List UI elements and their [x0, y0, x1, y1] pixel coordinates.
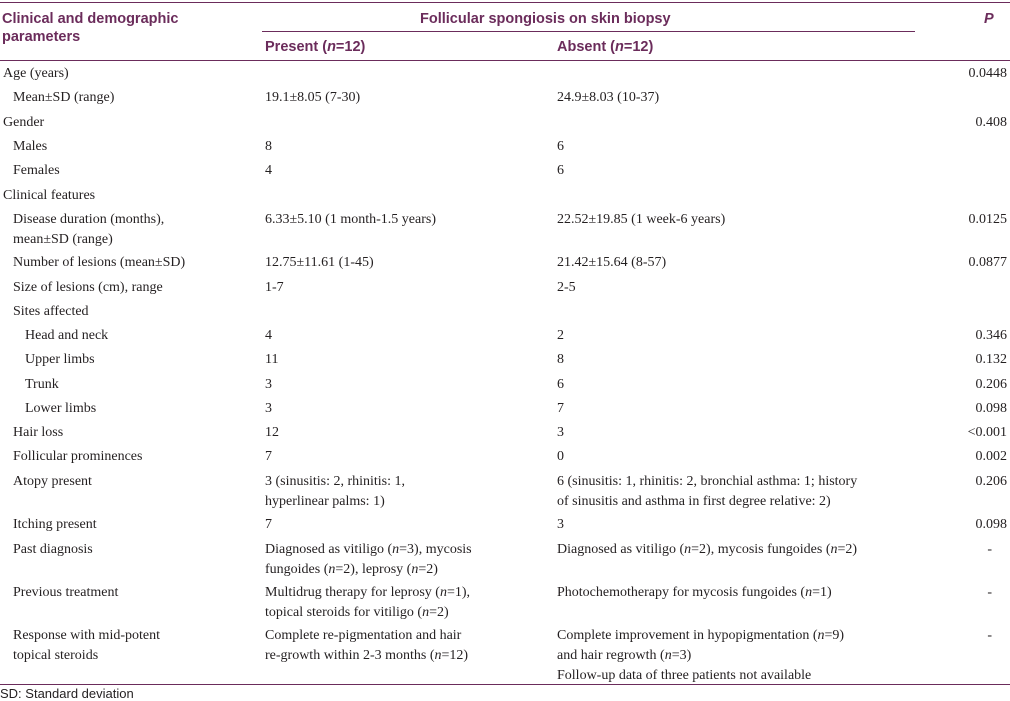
- cell-present: [265, 472, 545, 512]
- cell-present: [265, 626, 545, 666]
- n-symbol: n: [684, 542, 692, 557]
- n-symbol: n: [411, 562, 419, 577]
- cell-absent: [557, 253, 917, 273]
- cell-absent: [557, 515, 917, 535]
- n-symbol: n: [422, 605, 430, 620]
- cell-present-line: 4: [265, 328, 272, 343]
- n-symbol: n: [328, 562, 336, 577]
- cell-param: [13, 253, 263, 273]
- cell-absent-line: of sinusitis and asthma in first degree relative: 2): [557, 494, 831, 509]
- cell-absent-line: 0: [557, 449, 564, 464]
- cell-param-line: Age (years): [3, 66, 69, 81]
- cell-present: [265, 423, 545, 443]
- cell-param: [13, 515, 263, 535]
- cell-p-value: 0.132: [975, 352, 1007, 367]
- cell-present-line: Multidrug therapy for leprosy (n=1),: [265, 585, 471, 600]
- cell-present: [265, 326, 545, 346]
- cell-param: [3, 186, 253, 206]
- cell-param: [13, 210, 263, 250]
- cell-param-line: Mean±SD (range): [13, 90, 115, 105]
- cell-absent-line: Complete improvement in hypopigmentation (n=9): [557, 628, 845, 643]
- cell-absent-line: 3: [557, 517, 564, 532]
- cell-absent-line: 6: [557, 163, 564, 178]
- cell-p-value: 0.098: [975, 401, 1007, 416]
- cell-absent-line: Photochemotherapy for mycosis fungoides (n=1): [557, 585, 832, 600]
- cell-absent: [557, 161, 917, 181]
- cell-absent-line: 22.52±19.85 (1 week-6 years): [557, 212, 726, 227]
- bottom-rule: [0, 684, 1010, 685]
- header-parameters-line-1: Clinical and demographic: [2, 11, 179, 27]
- footnote: SD: Standard deviation: [0, 686, 134, 701]
- cell-present-line: Diagnosed as vitiligo (n=3), mycosis: [265, 542, 472, 557]
- cell-param-line: Gender: [3, 115, 45, 130]
- cell-absent: [557, 540, 917, 560]
- cell-param-line: Lower limbs: [25, 401, 97, 416]
- cell-present-line: 19.1±8.05 (7-30): [265, 90, 361, 105]
- cell-p-value: 0.346: [975, 328, 1007, 343]
- cell-absent-line: 7: [557, 401, 564, 416]
- cell-param-line: Females: [13, 163, 60, 178]
- cell-p-value: -: [987, 585, 992, 600]
- cell-param-line: Number of lesions (mean±SD): [13, 255, 186, 270]
- cell-present: [265, 447, 545, 467]
- cell-param: [13, 626, 263, 666]
- cell-absent-line: 6: [557, 377, 564, 392]
- header-p-value: [984, 10, 994, 28]
- header-present: Present (n=12): [265, 39, 366, 55]
- cell-param: [13, 423, 263, 443]
- cell-present-line: Complete re-pigmentation and hair: [265, 628, 462, 643]
- cell-present-line: fungoides (n=2), leprosy (n=2): [265, 562, 438, 577]
- cell-p-value: 0.098: [975, 517, 1007, 532]
- cell-present-line: 7: [265, 517, 272, 532]
- cell-param-line: Males: [13, 139, 48, 154]
- top-rule: [0, 2, 1010, 3]
- n-symbol: n: [439, 585, 447, 600]
- cell-param: [13, 583, 263, 603]
- cell-p-value: <0.001: [967, 425, 1007, 440]
- cell-param: [13, 161, 263, 181]
- cell-present-line: 3: [265, 401, 272, 416]
- cell-present: [265, 350, 545, 370]
- header-parameters-line-2: parameters: [2, 29, 81, 45]
- cell-present-line: 1-7: [265, 280, 284, 295]
- cell-p-value: -: [987, 542, 992, 557]
- cell-param-line: Head and neck: [25, 328, 109, 343]
- cell-absent-line: 2: [557, 328, 564, 343]
- cell-param: [25, 375, 275, 395]
- cell-absent-line: 6 (sinusitis: 1, rhinitis: 2, bronchial asthma: 1; history: [557, 474, 858, 489]
- cell-absent-line: Diagnosed as vitiligo (n=2), mycosis fungoides (n=2): [557, 542, 858, 557]
- n-symbol: n: [615, 39, 624, 55]
- cell-p-value: 0.206: [975, 377, 1007, 392]
- cell-param: [3, 113, 253, 133]
- cell-present-line: 12: [265, 425, 279, 440]
- cell-present-line: 4: [265, 163, 272, 178]
- n-symbol: n: [817, 628, 825, 643]
- header-parameters: [2, 10, 178, 46]
- cell-param-line: topical steroids: [13, 648, 99, 663]
- cell-absent: [557, 423, 917, 443]
- cell-absent-line: 24.9±8.03 (10-37): [557, 90, 660, 105]
- cell-param-line: Disease duration (months),: [13, 212, 165, 227]
- cell-absent: [557, 375, 917, 395]
- cell-present: [265, 210, 545, 230]
- cell-present: [265, 88, 545, 108]
- cell-param: [25, 350, 275, 370]
- cell-absent: [557, 626, 917, 686]
- cell-present: [265, 399, 545, 419]
- cell-absent: [557, 350, 917, 370]
- cell-param-line: Atopy present: [13, 474, 92, 489]
- cell-present-line: 8: [265, 139, 272, 154]
- cell-param: [13, 447, 263, 467]
- cell-present-line: 7: [265, 449, 272, 464]
- cell-param: [13, 88, 263, 108]
- cell-p-value: 0.0125: [968, 212, 1007, 227]
- cell-param: [25, 326, 275, 346]
- cell-param-line: Previous treatment: [13, 585, 119, 600]
- cell-absent: [557, 583, 917, 603]
- cell-param: [13, 137, 263, 157]
- cell-present-line: re-growth within 2-3 months (n=12): [265, 648, 469, 663]
- cell-param-line: Sites affected: [13, 304, 89, 319]
- n-symbol: n: [434, 648, 442, 663]
- n-symbol: n: [664, 648, 672, 663]
- cell-param: [3, 64, 253, 84]
- cell-absent: [557, 137, 917, 157]
- n-symbol: n: [830, 542, 838, 557]
- cell-present-line: 3: [265, 377, 272, 392]
- cell-present: [265, 278, 545, 298]
- cell-present-line: 12.75±11.61 (1-45): [265, 255, 374, 270]
- cell-present: [265, 161, 545, 181]
- cell-param: [13, 302, 263, 322]
- cell-p-value: -: [987, 628, 992, 643]
- cell-absent: [557, 447, 917, 467]
- cell-param-line: mean±SD (range): [13, 232, 113, 247]
- cell-param-line: Trunk: [25, 377, 59, 392]
- cell-present-line: topical steroids for vitiligo (n=2): [265, 605, 449, 620]
- header-bottom-rule: [0, 60, 1010, 61]
- cell-absent-line: Follow-up data of three patients not available: [557, 668, 812, 683]
- cell-absent: [557, 472, 917, 512]
- n-symbol: n: [805, 585, 813, 600]
- cell-param: [13, 278, 263, 298]
- cell-absent: [557, 399, 917, 419]
- cell-present: [265, 540, 545, 580]
- cell-present: [265, 515, 545, 535]
- cell-present-line: 3 (sinusitis: 2, rhinitis: 1,: [265, 474, 406, 489]
- cell-absent-line: 2-5: [557, 280, 576, 295]
- header-p-label: P: [984, 11, 994, 27]
- cell-present-line: 11: [265, 352, 279, 367]
- cell-present-line: hyperlinear palms: 1): [265, 494, 385, 509]
- cell-param-line: Clinical features: [3, 188, 96, 203]
- n-symbol: n: [392, 542, 400, 557]
- cell-absent-line: 21.42±15.64 (8-57): [557, 255, 667, 270]
- group-underline: [262, 31, 915, 32]
- cell-p-value: 0.206: [975, 474, 1007, 489]
- cell-param-line: Hair loss: [13, 425, 64, 440]
- cell-present: [265, 375, 545, 395]
- cell-present: [265, 583, 545, 623]
- cell-present-line: 6.33±5.10 (1 month-1.5 years): [265, 212, 436, 227]
- cell-param-line: Response with mid-potent: [13, 628, 160, 643]
- cell-absent: [557, 326, 917, 346]
- cell-p-value: 0.0877: [968, 255, 1007, 270]
- cell-param-line: Follicular prominences: [13, 449, 143, 464]
- cell-absent-line: and hair regrowth (n=3): [557, 648, 692, 663]
- cell-absent: [557, 210, 917, 230]
- cell-present: [265, 253, 545, 273]
- cell-param-line: Size of lesions (cm), range: [13, 280, 163, 295]
- n-symbol: n: [327, 39, 336, 55]
- cell-param-line: Past diagnosis: [13, 542, 93, 557]
- cell-absent-line: 3: [557, 425, 564, 440]
- header-group-follicular-spongiosis: Follicular spongiosis on skin biopsy: [420, 11, 671, 27]
- cell-absent-line: 6: [557, 139, 564, 154]
- cell-param: [13, 472, 263, 492]
- cell-param: [13, 540, 263, 560]
- cell-p-value: 0.002: [975, 449, 1007, 464]
- cell-param: [25, 399, 275, 419]
- cell-p-value: 0.408: [975, 115, 1007, 130]
- cell-absent: [557, 278, 917, 298]
- cell-absent: [557, 88, 917, 108]
- cell-param-line: Itching present: [13, 517, 97, 532]
- cell-absent-line: 8: [557, 352, 564, 367]
- cell-param-line: Upper limbs: [25, 352, 95, 367]
- cell-p-value: 0.0448: [968, 66, 1007, 81]
- cell-present: [265, 137, 545, 157]
- header-absent: Absent (n=12): [557, 39, 654, 55]
